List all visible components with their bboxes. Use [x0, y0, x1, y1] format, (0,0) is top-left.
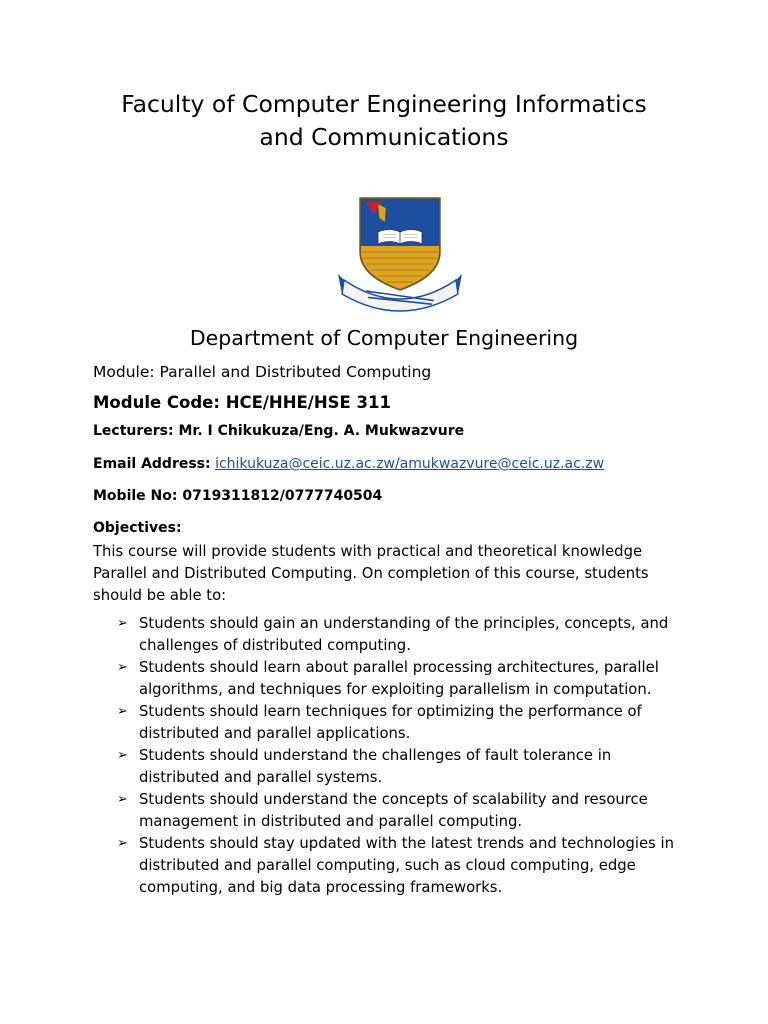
arrow-bullet-icon: ➢ [117, 616, 128, 631]
objective-line: Students should understand the challenges of fault tolerance in [139, 747, 612, 764]
objective-line: Students should understand the concepts of scalability and resource [139, 791, 648, 808]
arrow-bullet-icon: ➢ [117, 836, 128, 851]
university-crest-logo [338, 194, 462, 314]
module-code: Module Code: HCE/HHE/HSE 311 [93, 393, 391, 412]
faculty-title-line-1: Faculty of Computer Engineering Informatics [121, 90, 647, 118]
mobile-number: Mobile No: 0719311812/0777740504 [93, 488, 383, 504]
objective-line: distributed and parallel applications. [139, 725, 411, 742]
arrow-bullet-icon: ➢ [117, 704, 128, 719]
arrow-bullet-icon: ➢ [117, 792, 128, 807]
objectives-heading: Objectives: [93, 520, 182, 536]
objective-line: management in distributed and parallel computing. [139, 813, 523, 830]
objective-line: Students should stay updated with the latest trends and technologies in [139, 835, 674, 852]
objective-line: distributed and parallel systems. [139, 769, 383, 786]
objective-line: computing, and big data processing frameworks. [139, 879, 503, 896]
intro-line: This course will provide students with practical and theoretical knowledge [93, 543, 643, 560]
faculty-title-line-2: and Communications [259, 123, 509, 151]
module-name: Module: Parallel and Distributed Computing [93, 363, 432, 381]
objective-line: Students should gain an understanding of the principles, concepts, and [139, 615, 669, 632]
faculty-title [40, 88, 728, 154]
department-title: Department of Computer Engineering [189, 326, 579, 350]
arrow-bullet-icon: ➢ [117, 660, 128, 675]
arrow-bullet-icon: ➢ [117, 748, 128, 763]
objective-line: algorithms, and techniques for exploiting parallelism in computation. [139, 681, 652, 698]
email-address [93, 454, 604, 474]
intro-line: Parallel and Distributed Computing. On completion of this course, students [93, 565, 649, 582]
objective-line: challenges of distributed computing. [139, 637, 411, 654]
crest-stonework [361, 246, 439, 289]
intro-line: should be able to: [93, 587, 227, 604]
email-label: Email Address: [93, 456, 211, 472]
objectives-intro [93, 541, 673, 607]
objective-line: distributed and parallel computing, such as cloud computing, edge [139, 857, 636, 874]
email-link[interactable]: ichikukuza@ceic.uz.ac.zw/amukwazvure@ceic.uz.ac.zw [215, 456, 605, 472]
objective-line: Students should learn techniques for optimizing the performance of [139, 703, 642, 720]
lecturers: Lecturers: Mr. I Chikukuza/Eng. A. Mukwazvure [93, 423, 465, 439]
objective-line: Students should learn about parallel processing architectures, parallel [139, 659, 659, 676]
